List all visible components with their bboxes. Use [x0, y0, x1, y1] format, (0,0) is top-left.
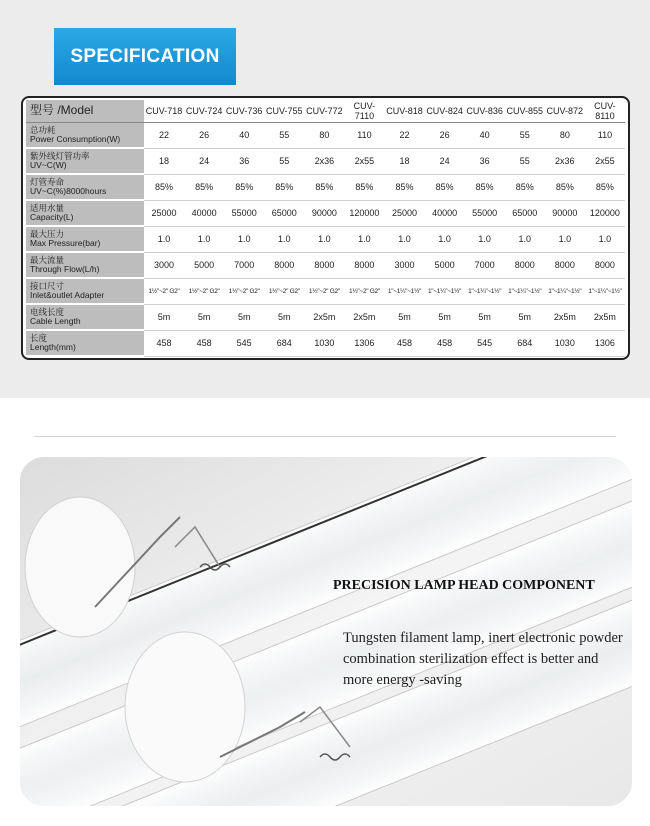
table-cell: 90000 — [304, 200, 344, 226]
table-cell: 85% — [505, 174, 545, 200]
table-cell: 85% — [344, 174, 384, 200]
table-cell: 7000 — [465, 252, 505, 278]
row-label — [26, 174, 144, 200]
table-cell: 1.0 — [425, 226, 465, 252]
table-cell: 85% — [585, 174, 625, 200]
table-cell: 1½"~2" G2" — [184, 278, 224, 304]
table-cell: 1.0 — [344, 226, 384, 252]
model-column-header: CUV-718 — [144, 100, 184, 123]
row-label-english: Power Consumption(W) — [30, 134, 121, 144]
table-cell: 2x36 — [304, 148, 344, 174]
table-cell: 8000 — [304, 252, 344, 278]
table-cell: 5m — [224, 304, 264, 330]
row-label-english: Cable Length — [30, 316, 81, 326]
table-cell: 18 — [384, 148, 424, 174]
table-cell: 458 — [184, 330, 224, 356]
section-divider — [34, 436, 616, 437]
model-column-header: CUV-872 — [545, 100, 585, 123]
table-cell: 8000 — [505, 252, 545, 278]
table-cell: 25000 — [144, 200, 184, 226]
table-cell: 1"~1¼"~1½" — [384, 278, 424, 304]
table-cell: 684 — [264, 330, 304, 356]
table-cell: 24 — [425, 148, 465, 174]
table-cell: 458 — [425, 330, 465, 356]
table-cell: 90000 — [545, 200, 585, 226]
model-column-header: CUV-736 — [224, 100, 264, 123]
row-label — [26, 123, 144, 149]
table-cell: 1½"~2" G2" — [264, 278, 304, 304]
table-cell: 1306 — [585, 330, 625, 356]
row-label-english: UV~C(W) — [30, 160, 67, 170]
table-cell: 26 — [425, 123, 465, 149]
table-cell: 1.0 — [545, 226, 585, 252]
table-cell: 110 — [344, 123, 384, 149]
table-cell: 85% — [224, 174, 264, 200]
table-row — [26, 123, 625, 149]
table-cell: 1"~1¼"~1½" — [465, 278, 505, 304]
row-label — [26, 330, 144, 356]
table-cell: 458 — [144, 330, 184, 356]
table-cell: 1½"~2" G2" — [144, 278, 184, 304]
table-cell: 545 — [465, 330, 505, 356]
table-cell: 55000 — [465, 200, 505, 226]
table-header-row — [26, 100, 625, 123]
model-column-header: CUV-772 — [304, 100, 344, 123]
table-cell: 8000 — [585, 252, 625, 278]
table-cell: 1"~1¼"~1½" — [545, 278, 585, 304]
specification-section — [0, 0, 650, 398]
specification-table-frame — [21, 96, 630, 360]
table-row — [26, 148, 625, 174]
row-label-chinese: 接口尺寸 — [30, 280, 65, 291]
table-cell: 65000 — [505, 200, 545, 226]
table-cell: 8000 — [264, 252, 304, 278]
table-cell: 55000 — [224, 200, 264, 226]
table-cell: 1½"~2" G2" — [304, 278, 344, 304]
table-cell: 40000 — [425, 200, 465, 226]
table-row — [26, 304, 625, 330]
row-label-chinese: 最大流量 — [30, 254, 65, 265]
table-cell: 40 — [465, 123, 505, 149]
table-cell: 1"~1¼"~1½" — [425, 278, 465, 304]
table-cell: 85% — [184, 174, 224, 200]
table-cell: 5m — [505, 304, 545, 330]
feature-description: Tungsten filament lamp, inert electronic powder combination sterilization effect is better and more energy -saving — [343, 630, 623, 688]
table-cell: 80 — [304, 123, 344, 149]
table-cell: 1½"~2" G2" — [224, 278, 264, 304]
table-cell: 1030 — [304, 330, 344, 356]
table-cell: 3000 — [384, 252, 424, 278]
table-cell: 24 — [184, 148, 224, 174]
table-cell: 5000 — [184, 252, 224, 278]
row-label-chinese: 紫外线灯管功率 — [30, 150, 90, 161]
model-column-header: CUV-755 — [264, 100, 304, 123]
table-cell: 18 — [144, 148, 184, 174]
model-column-header: CUV-724 — [184, 100, 224, 123]
row-label — [26, 148, 144, 174]
table-cell: 7000 — [224, 252, 264, 278]
row-label — [26, 304, 144, 330]
table-cell: 5m — [264, 304, 304, 330]
table-cell: 1.0 — [144, 226, 184, 252]
table-cell: 2x5m — [585, 304, 625, 330]
row-label-chinese: 总功耗 — [30, 124, 56, 135]
table-cell: 120000 — [344, 200, 384, 226]
table-cell: 110 — [585, 123, 625, 149]
table-cell: 40000 — [184, 200, 224, 226]
model-column-header: CUV-8110 — [585, 100, 625, 123]
row-label — [26, 200, 144, 226]
row-label-english: Through Flow(L/h) — [30, 264, 100, 274]
table-cell: 1.0 — [264, 226, 304, 252]
table-cell: 55 — [264, 123, 304, 149]
table-cell: 5m — [425, 304, 465, 330]
table-row — [26, 330, 625, 356]
model-column-header: CUV-824 — [425, 100, 465, 123]
table-cell: 120000 — [585, 200, 625, 226]
table-cell: 55 — [264, 148, 304, 174]
table-cell: 55 — [505, 123, 545, 149]
table-cell: 545 — [224, 330, 264, 356]
table-cell: 1306 — [344, 330, 384, 356]
table-cell: 85% — [425, 174, 465, 200]
table-cell: 65000 — [264, 200, 304, 226]
table-cell: 1030 — [545, 330, 585, 356]
table-cell: 2x5m — [545, 304, 585, 330]
table-row — [26, 174, 625, 200]
table-cell: 684 — [505, 330, 545, 356]
table-cell: 1½"~2" G2" — [344, 278, 384, 304]
row-label-english: Inlet&outlet Adapter — [30, 290, 105, 300]
table-row — [26, 252, 625, 278]
table-row — [26, 200, 625, 226]
specification-table — [26, 100, 625, 357]
table-cell: 5m — [144, 304, 184, 330]
specification-banner: SPECIFICATION — [54, 28, 236, 85]
model-header-label: 型号 /Model — [26, 100, 144, 123]
feature-title: PRECISION LAMP HEAD COMPONENT — [333, 578, 595, 593]
row-label — [26, 252, 144, 278]
model-column-header: CUV-855 — [505, 100, 545, 123]
row-label-chinese: 长度 — [30, 332, 48, 343]
table-cell: 5m — [465, 304, 505, 330]
row-label-chinese: 灯管寿命 — [30, 176, 65, 187]
table-cell: 85% — [264, 174, 304, 200]
row-label — [26, 226, 144, 252]
table-cell: 55 — [505, 148, 545, 174]
table-cell: 2x55 — [344, 148, 384, 174]
table-cell: 1"~1¼"~1½" — [585, 278, 625, 304]
table-cell: 1.0 — [184, 226, 224, 252]
table-cell: 2x36 — [545, 148, 585, 174]
row-label-english: Max Pressure(bar) — [30, 238, 101, 248]
table-cell: 1.0 — [465, 226, 505, 252]
table-cell: 25000 — [384, 200, 424, 226]
table-cell: 40 — [224, 123, 264, 149]
table-cell: 8000 — [545, 252, 585, 278]
table-cell: 1.0 — [505, 226, 545, 252]
table-cell: 26 — [184, 123, 224, 149]
table-row — [26, 226, 625, 252]
table-cell: 5m — [384, 304, 424, 330]
table-cell: 80 — [545, 123, 585, 149]
row-label-chinese: 适用水量 — [30, 202, 65, 213]
table-cell: 5m — [184, 304, 224, 330]
row-label-english: UV~C(%)8000hours — [30, 186, 107, 196]
row-label-chinese: 最大压力 — [30, 228, 65, 239]
table-cell: 1.0 — [585, 226, 625, 252]
table-cell: 85% — [545, 174, 585, 200]
table-cell: 85% — [465, 174, 505, 200]
table-cell: 2x5m — [304, 304, 344, 330]
table-cell: 1.0 — [304, 226, 344, 252]
model-column-header: CUV-836 — [465, 100, 505, 123]
table-row — [26, 278, 625, 304]
table-body — [26, 123, 625, 357]
table-cell: 2x5m — [344, 304, 384, 330]
table-cell: 36 — [465, 148, 505, 174]
table-cell: 85% — [304, 174, 344, 200]
table-cell: 85% — [384, 174, 424, 200]
model-column-header: CUV-818 — [384, 100, 424, 123]
table-cell: 8000 — [344, 252, 384, 278]
table-cell: 22 — [144, 123, 184, 149]
table-cell: 36 — [224, 148, 264, 174]
table-cell: 2x55 — [585, 148, 625, 174]
table-cell: 5000 — [425, 252, 465, 278]
table-cell: 85% — [144, 174, 184, 200]
table-cell: 22 — [384, 123, 424, 149]
row-label — [26, 278, 144, 304]
table-cell: 3000 — [144, 252, 184, 278]
model-column-header: CUV-7110 — [344, 100, 384, 123]
table-cell: 1"~1¼"~1½" — [505, 278, 545, 304]
table-cell: 458 — [384, 330, 424, 356]
table-cell: 1.0 — [384, 226, 424, 252]
row-label-chinese: 电线长度 — [30, 306, 65, 317]
row-label-english: Length(mm) — [30, 342, 76, 352]
table-cell: 1.0 — [224, 226, 264, 252]
row-label-english: Capacity(L) — [30, 212, 74, 222]
